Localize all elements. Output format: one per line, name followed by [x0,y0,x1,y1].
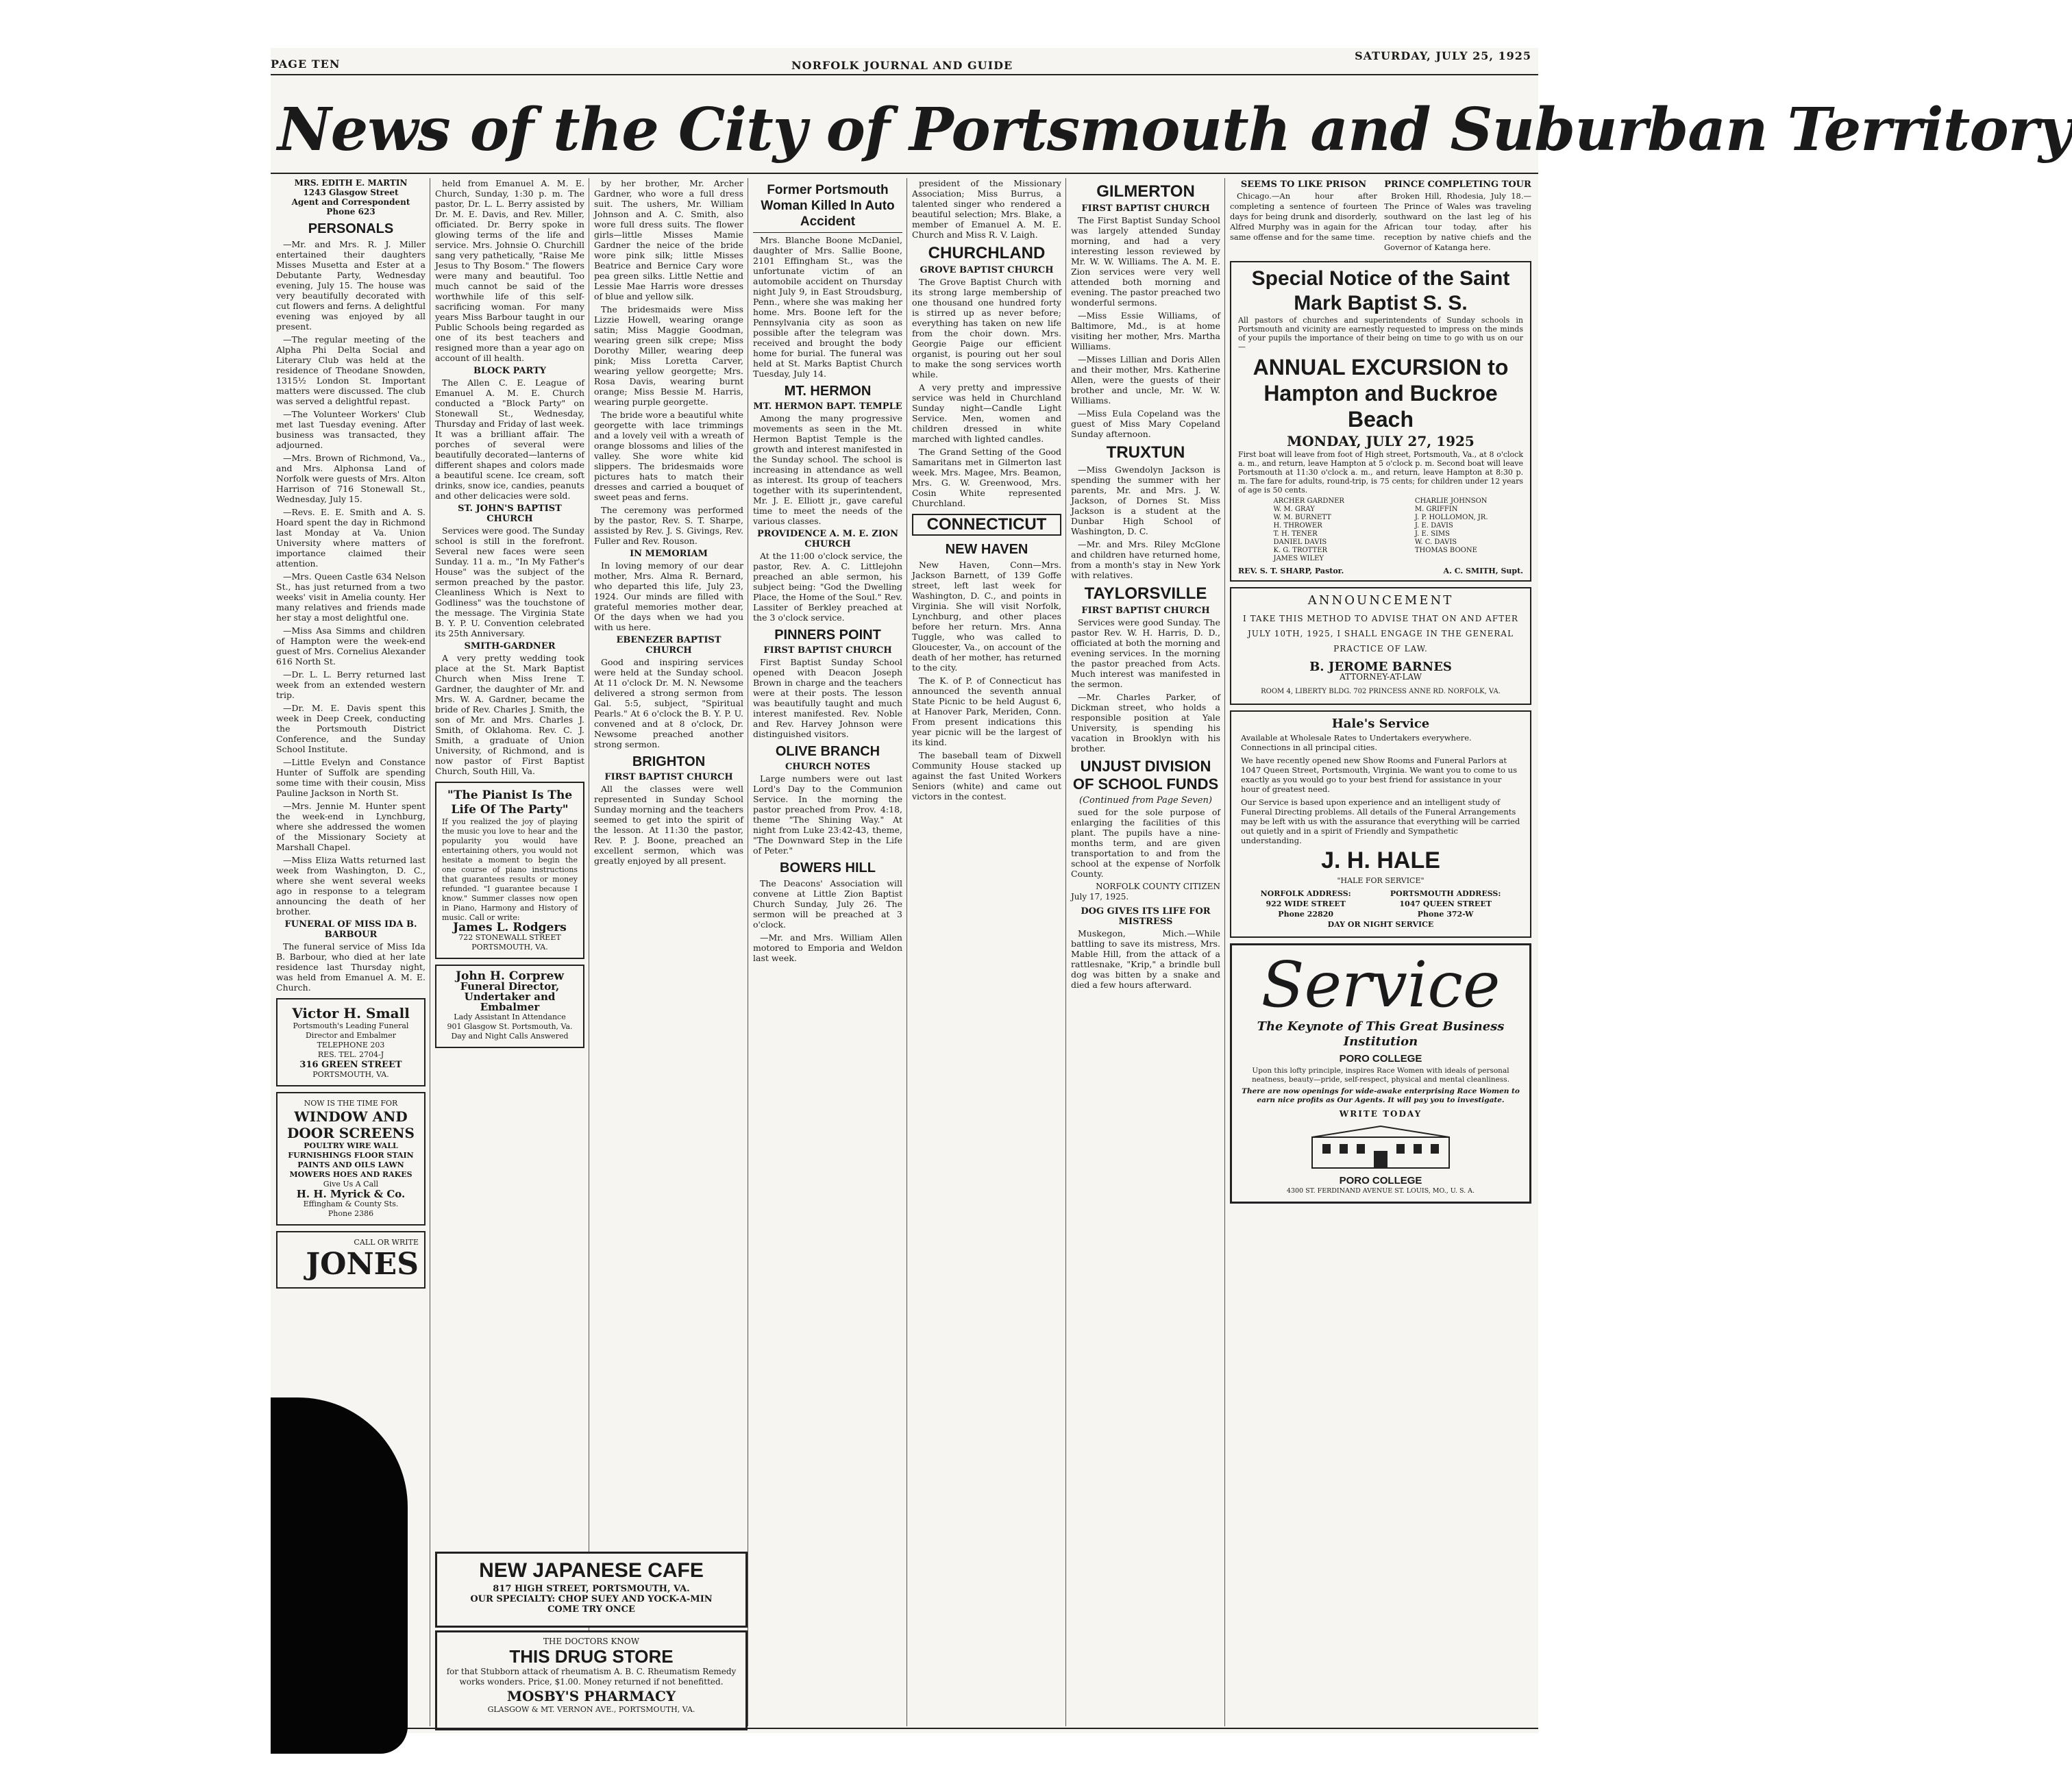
ad-poro-college [1230,943,1531,1204]
byline-address: 1243 Glasgow Street [303,188,399,197]
poro-tagline: The Keynote of This Great Business Institution [1257,1019,1505,1049]
article-paragraph: —Miss Gwendolyn Jackson is spending the summer with her parents, Mr. and Mrs. J. W. Jackson, of Dornes St. Miss Jackson is a student at the Dunbar High School of Washington, D. C. [1071,464,1220,536]
ad-myrick-intro: NOW IS THE TIME FOR [304,1099,398,1108]
hale-name: J. H. HALE [1321,847,1440,873]
ad-myrick-name: H. H. Myrick & Co. [296,1188,406,1200]
article-paragraph: —Miss Eula Copeland was the guest of Miss Mary Copeland Sunday afternoon. [1071,408,1220,439]
funeral-paragraph: The funeral service of Miss Ida B. Barbour, who died at her late residence last Thursday night, was held from Emanuel A. M. E. Church. [276,941,426,993]
ad-victor-name: Victor H. Small [292,1005,410,1021]
hale-portsmouth-address: 1047 QUEEN STREET [1399,899,1492,908]
column-3 [594,178,743,1726]
article-paragraph: The Deacons' Association will convene at Little Zion Baptist Church Sunday, July 26. The sermon will be preached at 3 o'clock. [753,878,902,930]
excursion-title: ANNUAL EXCURSION to Hampton and Buckroe Beach [1253,355,1509,432]
poro-agents: There are now openings for wide-awake enterprising Race Women to earn nice profits as Our Agents. It will pay you to investigate. [1242,1087,1520,1104]
article-paragraph: Mrs. Blanche Boone McDaniel, daughter of Mrs. Sallie Boone, 2101 Effingham St., was the unfortunate victim of an automobile accident on Thursday night July 9, in East Stroudsburg, Penn., where she was making her home. Mrs. Boone left for the Pennsylvania city as soon as possible after the telegram was received and brought the body home for burial. The funeral was held at St. Marks Baptist Church Tuesday, July 14. [753,235,902,379]
article-paragraph: Services were good Sunday. The pastor Rev. W. H. Harris, D. D., officiated at both the morning and evening services. In the morning the pastor preached from Acts. Much interest was manifested in the sermon. [1071,617,1220,689]
article-paragraph: —Miss Eliza Watts returned last week from Washington, D. C., where she went several weeks ago in response to a telegram announcing the death of her brother. [276,855,426,917]
ad-jones [276,1231,426,1289]
ad-japanese-cafe [435,1552,748,1628]
announcement-address: ROOM 4, LIBERTY BLDG. 702 PRINCESS ANNE RD. NORFOLK, VA. [1261,688,1501,695]
byline-phone: Phone 623 [326,207,375,216]
smith-gardner-heading: SMITH-GARDNER [464,641,556,651]
building-icon [1305,1123,1456,1171]
brief-news-row [1230,178,1531,256]
olive-branch-heading: OLIVE BRANCH [775,744,880,759]
article-paragraph: —Little Evelyn and Constance Hunter of Suffolk are spending some time with their cousin, Miss Pauline Jackson in North St. [276,757,426,798]
article-paragraph: A very pretty and impressive service was held in Churchland Sunday night—Candle Light Service. Men, women and children dressed in white marched with lighted candles. [912,382,1061,444]
pinners-point-subheading: FIRST BAPTIST CHURCH [763,645,892,656]
article-paragraph: The Grove Baptist Church with its strong large membership of one thousand one hundred forty is stirred up as never before; everything has taken on new life from the choir down. Mrs. Georgie Paige our efficient organist, is pouring out her soul to make the song services worth while. [912,277,1061,380]
article-paragraph: All the classes were well represented in Sunday School Sunday morning and the teachers seemed to get into the spirit of the lesson. At 11:30 the pastor, Rev. P. J. Boone, preached an excellent sermon, which was greatly enjoyed by all present. [594,784,743,866]
article-paragraph: —Revs. E. E. Smith and A. S. Hoard spent the day in Richmond last Monday at Va. Union University where matters of importance claimed their attention. [276,507,426,569]
article-paragraph: president of the Missionary Association; Miss Burrus, a talented singer who rendered a beautiful selection; Mrs. Blake, a member of Emanuel A. M. E. Church and Miss R. V. Laigh. [912,178,1061,240]
churchland-heading: CHURCHLAND [928,244,1046,262]
ad-drug-top: THE DOCTORS KNOW [543,1637,640,1646]
article-paragraph: The First Baptist Sunday School was largely attended Sunday morning, and had a very interesting lesson reviewed by Mr. W. W. Williams. The A. M. E. Zion services were very well attended both morning and evening. The pastor preached two wonderful sermons. [1071,215,1220,308]
poro-write-today: WRITE TODAY [1339,1109,1422,1119]
truxtun-heading: TRUXTUN [1106,443,1185,462]
block-party-heading: BLOCK PARTY [473,366,547,376]
byline [276,178,426,216]
mt-hermon-subheading: MT. HERMON BAPT. TEMPLE [753,401,902,412]
article-paragraph: held from Emanuel A. M. E. Church, Sunday, 1:30 p. m. The pastor, Dr. L. L. Berry assisted by Dr. M. E. Davis, and Rev. Miller, officiated. Dr. Berry spoke in glowing terms of the life and service. Mrs. Johnsie O. Churchill sang very pathetically, "Raise Me Jesus to Thy Bosom." The flowers were many and beautiful. Too much cannot be said of the worthwhile life of this self-sacrificing woman. For many years Miss Barbour taught in our Public Schools being regarded as one of its best teachers and resigned more than a year ago on account of ill health. [435,178,584,363]
ad-myrick-phone: Phone 2386 [328,1209,374,1218]
ad-corprew-address: 901 Glasgow St. Portsmouth, Va. [447,1022,573,1031]
excursion-notice-intro: All pastors of churches and superintendents of Sunday schools in Portsmouth and vicinity are earnestly requested to impress on the minds of your pupils the importance of their being on time to go with us on our— [1238,316,1523,351]
st-johns-heading: ST. JOHN'S BAPTIST CHURCH [458,504,562,524]
new-haven-heading: NEW HAVEN [945,542,1028,557]
ad-cafe-call: COME TRY ONCE [547,1604,635,1615]
excursion-supt: A. C. SMITH, Supt. [1443,567,1523,575]
column-2 [435,178,584,1726]
ad-drug-name: MOSBY'S PHARMACY [506,1688,676,1704]
section-heading-personals: PERSONALS [308,221,394,236]
article-paragraph: The ceremony was performed by the pastor, Rev. S. T. Sharpe, assisted by Rev. J. S. Givings, Rev. Fuller and Rev. Rouson. [594,505,743,546]
churchland-subheading: GROVE BAPTIST CHURCH [920,265,1054,275]
mt-hermon-heading: MT. HERMON [784,384,872,399]
ad-mosbys-pharmacy [435,1630,748,1730]
article-paragraph: —Mrs. Jennie M. Hunter spent the week-end in Lynchburg, where she addressed the women of the Missionary Society at Marshall Chapel. [276,801,426,852]
announcement-body: I TAKE THIS METHOD TO ADVISE THAT ON AND AFTER JULY 10TH, 1925, I SHALL ENGAGE IN THE GENERAL PRACTICE OF LAW. [1243,614,1518,654]
ad-victor-city: PORTSMOUTH, VA. [312,1070,389,1079]
ad-corprew-line: Lady Assistant In Attendance [454,1012,566,1021]
hale-body: We have recently opened new Show Rooms and Funeral Parlors at 1047 Queen Street, Portsmouth, Virginia. We want you to come to us exactly as you would go to your best friend for assistance in your hour of greatest need. [1241,756,1517,794]
ad-victor-phone: RES. TEL. 2704-J [317,1050,384,1059]
prince-paragraph: Broken Hill, Rhodesia, July 18.—The Prince of Wales was traveling southward on the last leg of his African tour today, after his reception by native chiefs and the Governor of Katanga here. [1384,191,1531,252]
ad-pianist-title: "The Pianist Is The Life Of The Party" [447,788,573,817]
issue-date: SATURDAY, JULY 25, 1925 [1355,49,1531,62]
article-paragraph: Muskegon, Mich.—While battling to save its mistress, Mrs. Mable Hill, from the attack of a rattlesnake, "Krip," a brindle bull dog was bitten by a snake and died a few hours afterward. [1071,928,1220,990]
ad-jones-name: JONES [306,1247,419,1282]
ad-pianist-city: PORTSMOUTH, VA. [471,943,548,952]
ad-victor-line: Portsmouth's Leading Funeral [293,1021,409,1030]
column-rule [1065,178,1066,1726]
unjust-division-heading: UNJUST DIVISION OF SCHOOL FUNDS [1072,758,1219,793]
bowers-hill-heading: BOWERS HILL [780,860,876,875]
ad-pianist-name: James L. Rodgers [453,921,567,934]
page-number: PAGE TEN [271,58,341,71]
article-paragraph: —Dr. L. L. Berry returned last week from an extended western trip. [276,669,426,700]
article-paragraph: —Dr. M. E. Davis spent this week in Deep Creek, conducting the Portsmouth District Conference, and the Sunday School Institute. [276,703,426,754]
article-paragraph: Good and inspiring services were held at the Sunday school. At 11 o'clock Dr. M. N. Newsome delivered a strong sermon from Gal. 5:5, subject, "Spiritual Pearls." At 6 o'clock the B. Y. P. U. convened and at 8 o'clock, Dr. Newsome preached another strong sermon. [594,657,743,749]
poro-service-word: Service [1261,948,1501,1021]
excursion-date: MONDAY, JULY 27, 1925 [1287,433,1475,449]
article-paragraph: The K. of P. of Connecticut has announced the seventh annual State Picnic to be held August 6, at Hanover Park, Meriden, Conn. From present indications this year picnic will be the largest of its kind. [912,675,1061,747]
article-paragraph: —Misses Lillian and Doris Allen and their mother, Mrs. Katherine Allen, were the guests of their brother and uncle, Mr. W. W. Williams. [1071,354,1220,406]
brighton-subheading: FIRST BAPTIST CHURCH [604,772,733,782]
article-paragraph: The baseball team of Dixwell Community House stacked up against the fast United Workers Seniors (white) and came out victors in the contest. [912,750,1061,801]
excursion-pastor: REV. S. T. SHARP, Pastor. [1238,567,1344,575]
article-paragraph: —The Volunteer Workers' Club met last Tuesday evening. After business was transacted, they adjourned. [276,409,426,450]
article-paragraph: —Mr. and Mrs. William Allen motored to Emporia and Weldon last week. [753,932,902,963]
hale-body: Available at Wholesale Rates to Undertakers everywhere. Connections in all principal cities. [1241,733,1472,752]
article-paragraph: —Mr. Charles Parker, of Dickman street, who holds a responsible position at Yale University, is spending his vacation in Brooklyn with his brother. [1071,692,1220,754]
ad-corprew-title: Funeral Director, Undertaker and Embalmer [460,980,560,1013]
taylorsville-subheading: FIRST BAPTIST CHURCH [1081,606,1210,616]
hale-portsmouth-label: PORTSMOUTH ADDRESS: [1390,889,1501,898]
excursion-signatures [1238,566,1523,576]
hale-norfolk [1261,888,1351,919]
unjust-signature: NORFOLK COUNTY CITIZEN [1096,882,1220,891]
ad-cafe-specialty: OUR SPECIALTY: CHOP SUEY AND YOCK-A-MIN [470,1594,713,1604]
brief-prince [1384,178,1531,256]
article-paragraph: New Haven, Conn—Mrs. Jackson Barnett, of 139 Goffe street, left last week for Washington, D. C., and points in Virginia. She will visit Norfolk, Lynchburg, and other places before her return. Mrs. Anna Tuggle, who was called to Gloucester, Va., on account of the death of her mother, has returned to the city. [912,560,1061,673]
ad-victor-small [276,998,426,1086]
article-paragraph: Services were good. The Sunday school is still in the forefront. Several new faces were seen Sunday. 11 a. m., "In My Father's House" was the subject of the sermon preached by the pastor. Cleanliness Which is Next to Godliness" was the touchstone of the message. The Virginia State B. Y. P. U. Convention celebrated its 25th Anniversary. [435,525,584,638]
prince-heading: PRINCE COMPLETING TOUR [1384,179,1531,190]
providence-heading: PROVIDENCE A. M. E. ZION CHURCH [756,529,898,549]
hale-norfolk-label: NORFOLK ADDRESS: [1260,889,1351,898]
ad-myrick-call: Give Us A Call [323,1180,379,1189]
torn-page-damage [271,1397,408,1754]
ebenezer-heading: EBENEZER BAPTIST CHURCH [616,635,722,656]
page-headline: News of the City of Portsmouth and Suburban Territory [278,95,2072,164]
funeral-heading: FUNERAL OF MISS IDA B. BARBOUR [284,919,417,940]
ad-pianist-address: 722 STONEWALL STREET [458,933,561,942]
ad-hales-service [1230,710,1531,938]
byline-name: MRS. EDITH E. MARTIN [294,178,408,188]
excursion-body: First boat will leave from foot of High street, Portsmouth, Va., at 8 o'clock a. m., and return, leave Hampton at 5 o'clock p. m. Second boat will leave Portsmouth at 11:30 o'clock a. m., and return, leave Hampton at 8:30 p. m. The fare for adults, round-trip, is 75 cents; for children under 12 years of age is 50 cents. [1238,450,1523,495]
ad-victor-address: 316 GREEN STREET [299,1060,402,1070]
article-paragraph: A very pretty wedding took place at the St. Mark Baptist Church when Miss Irene T. Gardner, the daughter of Mr. and Mrs. W. A. Gardner, became the bride of Rev. Charles J. Smith, the son of Mr. and Mrs. Charles J. Smith, of Oklahoma. Rev. C. J. Smith, a graduate of Union University, of Richmond, and is now pastor of First Baptist Church, South Hill, Va. [435,653,584,776]
hale-heading: Hale's Service [1331,717,1430,731]
masthead-bar [271,48,1538,75]
poro-building [1240,1123,1521,1171]
column-6 [1071,178,1220,1726]
hale-norfolk-address: 922 WIDE STREET [1266,899,1346,908]
gilmerton-heading: GILMERTON [1096,182,1195,201]
unjust-date: July 17, 1925. [1071,892,1129,902]
ad-announcement [1230,587,1531,705]
hale-tagline: "HALE FOR SERVICE" [1337,876,1424,885]
ad-drug-address: GLASGOW & MT. VERNON AVE., PORTSMOUTH, VA. [487,1705,695,1714]
ad-myrick-items: POULTRY WIRE WALL FURNISHINGS FLOOR STAIN PAINTS AND OILS LAWN MOWERS HOES AND RAKES [288,1141,414,1179]
article-paragraph: —Mr. and Mrs. Riley McGlone and children have returned home, from a month's stay in New York with relatives. [1071,539,1220,580]
bottom-rule [271,1728,1538,1729]
former-portsmouth-heading: Former Portsmouth Woman Killed In Auto Accident [753,182,902,233]
ad-corprew [435,965,584,1048]
column-7-ads [1230,178,1531,1726]
column-rule [1224,178,1225,1726]
unjust-division-continued: (Continued from Page Seven) [1079,795,1212,806]
ad-myrick-screens [276,1092,426,1226]
article-paragraph: —Miss Asa Simms and children of Hampton were the week-end guest of Mrs. Cornelius Alexander 616 North St. [276,625,426,667]
byline-role: Agent and Correspondent [291,197,410,207]
committee-list-left: ARCHER GARDNER W. M. GRAY W. M. BURNETT H. THROWER T. H. TENER DANIEL DAVIS K. G. TROTTER JAMES WILEY [1273,497,1344,562]
ad-myrick-title: WINDOW AND DOOR SCREENS [287,1108,415,1141]
column-5 [912,178,1061,1726]
article-paragraph: The bride wore a beautiful white georgette with lace trimmings and a lovely veil with a wreath of orange blossoms and lilies of the valley. She wore white kid slippers. The bridesmaids wore pictures hats to match their dresses and carried a bouquet of sweet peas and ferns. [594,410,743,502]
ad-victor-line: Director and Embalmer [305,1031,397,1040]
article-paragraph: —Mrs. Brown of Richmond, Va., and Mrs. Alphonsa Land of Norfolk were guests of Mrs. Alton Harrison of 716 Stonewall St., Wednesday, July 15. [276,453,426,504]
brighton-heading: BRIGHTON [632,754,706,769]
ad-victor-phone: TELEPHONE 203 [317,1041,385,1049]
poro-name-footer: PORO COLLEGE [1339,1175,1422,1186]
announcement-heading: ANNOUNCEMENT [1307,593,1454,608]
connecticut-heading: CONNECTICUT [912,514,1061,536]
gilmerton-subheading: FIRST BAPTIST CHURCH [1081,203,1210,214]
masthead-rule [271,74,1538,75]
article-paragraph: The Grand Setting of the Good Samaritans met in Gilmerton last week. Mrs. Magee, Mrs. Beamon, Mrs. G. W. Greenwood, Mrs. Cosin White represented Churchland. [912,447,1061,508]
article-paragraph: Among the many progressive movements as seen in the Mt. Hermon Baptist Temple is the growth and interest manifested in the Sunday school. The school is increasing in attendance as well as interest. Its group of teachers together with its superintendent, Mr. J. E. Elliott jr., gave careful time to meet the needs of the various classes. [753,413,902,526]
prison-heading: SEEMS TO LIKE PRISON [1240,179,1367,190]
ad-pianist [435,782,584,959]
brief-prison [1230,178,1377,256]
article-paragraph: Large numbers were out last Lord's Day to the Communion Service. In the morning the pastor preached from Prov. 4:18, theme "The Shining Way." At night from Luke 23:42-43, theme, "The Downward Step in the Life of Peter." [753,773,902,856]
article-paragraph: —The regular meeting of the Alpha Phi Delta Social and Literary Club was held at the residence of Theodane Snowden, 1315½ London St. Important matters were discussed. The club was served a delightful repast. [276,334,426,406]
ad-drug-body: for that Stubborn attack of rheumatism A. B. C. Rheumatism Remedy works wonders. Price, $1.00. Money returned if not benefitted. [446,1667,737,1687]
ad-pianist-body: If you realized the joy of playing the music you love to hear and the popularity you would have entertaining others, you would not hesitate a moment to begin the one course of piano instructions that guarantees results or money refunded. "I guarantee because I know." Summer classes now open in Piano, Harmony and History of music. Call or write: [442,817,578,922]
excursion-notice-title: Special Notice of the Saint Mark Baptist S. S. [1251,267,1510,314]
excursion-committee [1238,497,1523,563]
ad-cafe-title: NEW JAPANESE CAFE [479,1559,704,1582]
article-paragraph: At the 11:00 o'clock service, the pastor, Rev. A. C. Littlejohn preached an able sermon, his subject being: "God the Dwelling Place, the Home of the Soul." Rev. Lassiter of Berkley preached at the 3 o'clock service. [753,551,902,623]
ad-corprew-name: John H. Corprew [455,969,565,983]
memoriam-heading: IN MEMORIAM [630,549,708,559]
article-paragraph: The bridesmaids were Miss Lizzie Howell, wearing orange satin; Miss Maggie Goodman, wearing green silk crepe; Miss Dorothy Miller, wearing deep pink; Miss Loretta Carver, wearing yellow georgette; Mrs. Rosa Davis, wearing burnt orange; Miss Bessie M. Harris, wearing purple georgette. [594,304,743,407]
article-paragraph: —Mr. and Mrs. R. J. Miller entertained their daughters Misses Musetta and Ester at a Debutante Party, Wednesday evening, July 15. The house was very beautifully decorated with cut flowers and ferns. A delightful evening was enjoyed by all present. [276,239,426,332]
prison-paragraph: Chicago.—An hour after completing a sentence of fourteen days for being drunk and disorderly, Alfred Murphy was in again for the same offense and for the same time. [1230,191,1377,242]
ad-myrick-address: Effingham & County Sts. [303,1200,399,1208]
poro-body: Upon this lofty principle, inspires Race Women with ideals of personal neatness, beauty—pride, self-respect, physical and mental cleanliness. [1251,1067,1510,1084]
ad-drug-title: THIS DRUG STORE [509,1646,674,1667]
hale-addresses [1241,888,1520,919]
article-paragraph: —Miss Essie Williams, of Baltimore, Md., is at home visiting her mother, Mrs. Martha Williams. [1071,310,1220,351]
announcement-name: B. JEROME BARNES [1309,660,1452,674]
hale-hours: DAY OR NIGHT SERVICE [1327,920,1434,929]
article-paragraph: —Mrs. Queen Castle 634 Nelson St., has just returned from a two weeks' visit in Amelia county. Her many relatives and friends made her stay a most delightful one. [276,571,426,623]
article-paragraph: The Allen C. E. League of Emanuel A. M. E. Church conducted a "Block Party" on Stonewall St., Wednesday, Thursday and Friday of last week. It was a brilliant affair. The porches of several were beautifully decorated—lanterns of different shapes and colors made a beautiful scene. Ice cream, soft drinks, snow ice, candies, peanuts and other delicacies were sold. [435,377,584,501]
pinners-point-heading: PINNERS POINT [774,627,881,643]
taylorsville-heading: TAYLORSVILLE [1084,584,1207,603]
hale-portsmouth-phone: Phone 372-W [1417,910,1474,919]
hale-norfolk-phone: Phone 22820 [1278,910,1333,919]
article-paragraph: sued for the sole purpose of enlarging the facilities of this plant. The pupils have a nine-months term, and are given transportation to and from the school at the expense of Norfolk County. [1071,807,1220,879]
newspaper-page [271,48,2072,1733]
article-paragraph: In loving memory of our dear mother, Mrs. Alma R. Bernard, who departed this life, July 23, 1924. Our minds are filled with grateful memories mother dear, Of the days when we had you with us here. [594,560,743,632]
ad-corprew-hours: Day and Night Calls Answered [451,1032,569,1041]
hale-portsmouth [1390,888,1501,919]
olive-branch-subheading: CHURCH NOTES [785,762,871,772]
headline-rule [271,173,1538,174]
poro-address: 4300 ST. FERDINAND AVENUE ST. LOUIS, MO., U. S. A. [1286,1187,1475,1195]
ad-jones-call: CALL OR WRITE [354,1238,419,1247]
ad-excursion [1230,261,1531,582]
article-paragraph: First Baptist Sunday School opened with Deacon Joseph Brown in charge and the teachers were at their posts. The lesson was beautifully taught and much interest manifested. Rev. Noble and Rev. Harvey Johnson were distinguished visitors. [753,657,902,739]
ad-cafe-address: 817 HIGH STREET, PORTSMOUTH, VA. [493,1584,690,1594]
poro-name: PORO COLLEGE [1339,1053,1422,1065]
hale-body: Our Service is based upon experience and an intelligent study of Funeral Directing problems. All details of the Funeral Arrangements may be left with us with the assurance that everything will be carried out quietly and in a spirit of Friendly and Sympathetic understanding. [1241,797,1520,845]
committee-list-right: CHARLIE JOHNSON M. GRIFFIN J. P. HOLLOMON, JR. J. E. DAVIS J. E. SIMS W. C. DAVIS THOMAS BOONE [1414,497,1488,554]
dog-heading: DOG GIVES ITS LIFE FOR MISTRESS [1081,906,1211,927]
announcement-title: ATTORNEY-AT-LAW [1339,672,1422,682]
paper-name: NORFOLK JOURNAL AND GUIDE [791,59,1013,72]
column-4 [753,178,902,1726]
article-paragraph: by her brother, Mr. Archer Gardner, who wore a full dress suit. The ushers, Mr. William Johnson and A. C. Smith, also wore full dress suits. The flower girls—little Misses Mamie Gardner the neice of the bride wore pink silk; little Misses Beatrice and Bernice Cary wore pea green silks. Little Nettie and Lessie Mae Harris wore dresses of blue and yellow silk. [594,178,743,301]
